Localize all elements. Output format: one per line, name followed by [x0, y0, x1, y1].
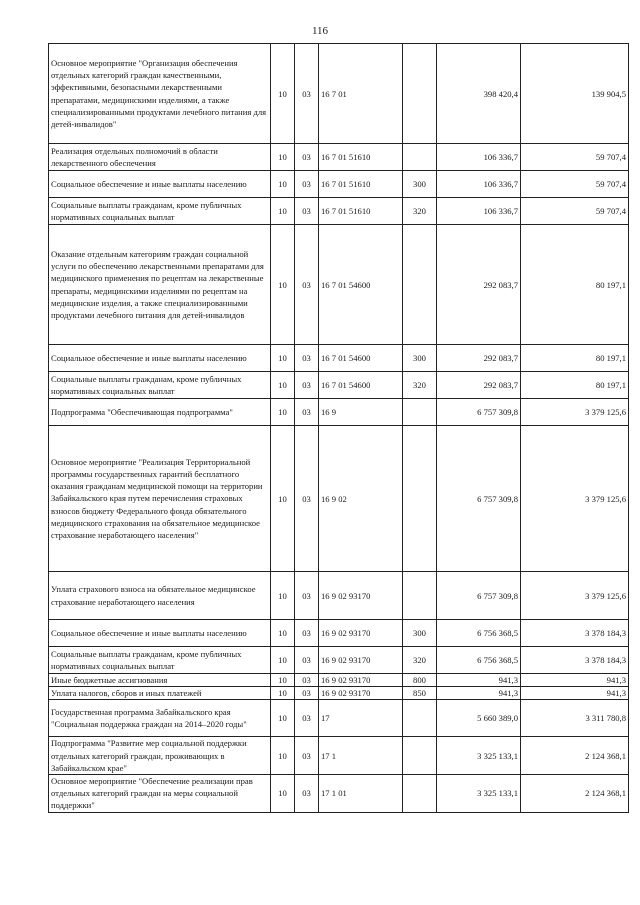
- amount-actual-cell: 3 379 125,6: [521, 426, 629, 572]
- section-code-cell: 10: [271, 737, 295, 775]
- target-article-cell: 16 9: [319, 399, 403, 426]
- subsection-code-cell: 03: [295, 44, 319, 144]
- amount-actual-cell: 2 124 368,1: [521, 737, 629, 775]
- subsection-code-cell: 03: [295, 700, 319, 737]
- section-code-cell: 10: [271, 775, 295, 813]
- target-article-cell: 17 1 01: [319, 775, 403, 813]
- page-number: 116: [311, 25, 329, 37]
- row-name-cell: Основное мероприятие "Реализация Территориальной программы государственных гарантий бесплатного оказания гражданам медицинской помощи на территории Забайкальского края путем перечисления страховых взносов бюджету Федерального фонда обязательного медицинского страхования на обязательное медицинское страхование неработающего населения": [49, 426, 271, 572]
- amount-plan-cell: 941,3: [437, 687, 521, 700]
- section-code-cell: 10: [271, 572, 295, 620]
- subsection-code-cell: 03: [295, 171, 319, 198]
- target-article-cell: 17 1: [319, 737, 403, 775]
- expense-type-cell: [403, 737, 437, 775]
- subsection-code-cell: 03: [295, 737, 319, 775]
- target-article-cell: 16 7 01 51610: [319, 171, 403, 198]
- target-article-cell: 16 7 01 54600: [319, 225, 403, 345]
- subsection-code-cell: 03: [295, 144, 319, 171]
- expense-type-cell: [403, 572, 437, 620]
- expense-type-cell: [403, 399, 437, 426]
- amount-actual-cell: 59 707,4: [521, 198, 629, 225]
- amount-plan-cell: 106 336,7: [437, 198, 521, 225]
- target-article-cell: 16 7 01 51610: [319, 144, 403, 171]
- expense-type-cell: 320: [403, 372, 437, 399]
- amount-actual-cell: 80 197,1: [521, 345, 629, 372]
- table-row: [49, 426, 629, 572]
- target-article-cell: 16 9 02 93170: [319, 687, 403, 700]
- expense-type-cell: [403, 426, 437, 572]
- row-name-cell: Уплата налогов, сборов и иных платежей: [49, 687, 271, 700]
- row-name-cell: Подпрограмма "Развитие мер социальной поддержки отдельных категорий граждан, проживающих в Забайкальском крае": [49, 737, 271, 775]
- target-article-cell: 16 7 01 51610: [319, 198, 403, 225]
- target-article-cell: 16 9 02: [319, 426, 403, 572]
- expense-type-cell: 320: [403, 198, 437, 225]
- amount-plan-cell: 6 757 309,8: [437, 572, 521, 620]
- expense-type-cell: 300: [403, 620, 437, 647]
- section-code-cell: 10: [271, 426, 295, 572]
- target-article-cell: 16 7 01 54600: [319, 372, 403, 399]
- subsection-code-cell: 03: [295, 345, 319, 372]
- table-row: [49, 225, 629, 345]
- row-name-cell: Иные бюджетные ассигнования: [49, 674, 271, 687]
- expense-type-cell: 320: [403, 647, 437, 674]
- amount-plan-cell: 3 325 133,1: [437, 775, 521, 813]
- subsection-code-cell: 03: [295, 225, 319, 345]
- amount-actual-cell: 941,3: [521, 674, 629, 687]
- amount-actual-cell: 80 197,1: [521, 225, 629, 345]
- amount-actual-cell: 80 197,1: [521, 372, 629, 399]
- table-row: [49, 171, 629, 198]
- amount-plan-cell: 106 336,7: [437, 171, 521, 198]
- amount-plan-cell: 3 325 133,1: [437, 737, 521, 775]
- subsection-code-cell: 03: [295, 198, 319, 225]
- section-code-cell: 10: [271, 620, 295, 647]
- row-name-cell: Социальное обеспечение и иные выплаты населению: [49, 345, 271, 372]
- subsection-code-cell: 03: [295, 426, 319, 572]
- target-article-cell: 17: [319, 700, 403, 737]
- target-article-cell: 16 9 02 93170: [319, 674, 403, 687]
- expense-type-cell: [403, 775, 437, 813]
- section-code-cell: 10: [271, 674, 295, 687]
- table-row: [49, 44, 629, 144]
- row-name-cell: Социальные выплаты гражданам, кроме публичных нормативных социальных выплат: [49, 647, 271, 674]
- table-row: [49, 674, 629, 687]
- table-row: [49, 198, 629, 225]
- amount-plan-cell: 6 756 368,5: [437, 620, 521, 647]
- row-name-cell: Уплата страхового взноса на обязательное медицинское страхование неработающего населения: [49, 572, 271, 620]
- amount-actual-cell: 59 707,4: [521, 171, 629, 198]
- amount-plan-cell: 6 757 309,8: [437, 426, 521, 572]
- amount-actual-cell: 139 904,5: [521, 44, 629, 144]
- section-code-cell: 10: [271, 44, 295, 144]
- row-name-cell: Подпрограмма "Обеспечивающая подпрограмма": [49, 399, 271, 426]
- subsection-code-cell: 03: [295, 647, 319, 674]
- expense-type-cell: [403, 225, 437, 345]
- amount-plan-cell: 398 420,4: [437, 44, 521, 144]
- table-body: [49, 44, 629, 813]
- subsection-code-cell: 03: [295, 572, 319, 620]
- subsection-code-cell: 03: [295, 775, 319, 813]
- target-article-cell: 16 9 02 93170: [319, 572, 403, 620]
- amount-plan-cell: 292 083,7: [437, 225, 521, 345]
- amount-actual-cell: 2 124 368,1: [521, 775, 629, 813]
- table-row: [49, 399, 629, 426]
- table-row: [49, 572, 629, 620]
- row-name-cell: Реализация отдельных полномочий в области лекарственного обеспечения: [49, 144, 271, 171]
- expense-type-cell: 300: [403, 171, 437, 198]
- section-code-cell: 10: [271, 198, 295, 225]
- budget-table: [48, 43, 629, 813]
- expense-type-cell: 300: [403, 345, 437, 372]
- amount-plan-cell: 106 336,7: [437, 144, 521, 171]
- table-row: [49, 620, 629, 647]
- table-row: [49, 345, 629, 372]
- subsection-code-cell: 03: [295, 399, 319, 426]
- expense-type-cell: [403, 44, 437, 144]
- target-article-cell: 16 9 02 93170: [319, 620, 403, 647]
- amount-actual-cell: 941,3: [521, 687, 629, 700]
- section-code-cell: 10: [271, 399, 295, 426]
- table-row: [49, 687, 629, 700]
- section-code-cell: 10: [271, 225, 295, 345]
- expense-type-cell: [403, 144, 437, 171]
- expense-type-cell: [403, 700, 437, 737]
- row-name-cell: Оказание отдельным категориям граждан социальной услуги по обеспечению лекарственными препаратами для медицинского применения по рецептам на лекарственные препараты, медицинскими изделиями по рецептам на медицинские изделия, а также специализированными продуктами лечебного питания для детей-инвалидов: [49, 225, 271, 345]
- section-code-cell: 10: [271, 171, 295, 198]
- amount-actual-cell: 3 311 780,8: [521, 700, 629, 737]
- table-row: [49, 775, 629, 813]
- table-row: [49, 144, 629, 171]
- table-row: [49, 737, 629, 775]
- amount-plan-cell: 6 757 309,8: [437, 399, 521, 426]
- target-article-cell: 16 9 02 93170: [319, 647, 403, 674]
- section-code-cell: 10: [271, 647, 295, 674]
- amount-plan-cell: 941,3: [437, 674, 521, 687]
- amount-actual-cell: 3 379 125,6: [521, 399, 629, 426]
- row-name-cell: Социальное обеспечение и иные выплаты населению: [49, 171, 271, 198]
- amount-plan-cell: 292 083,7: [437, 372, 521, 399]
- amount-actual-cell: 59 707,4: [521, 144, 629, 171]
- section-code-cell: 10: [271, 144, 295, 171]
- subsection-code-cell: 03: [295, 674, 319, 687]
- table-row: [49, 700, 629, 737]
- row-name-cell: Основное мероприятие "Обеспечение реализации прав отдельных категорий граждан на меры социальной поддержки": [49, 775, 271, 813]
- table-row: [49, 372, 629, 399]
- target-article-cell: 16 7 01 54600: [319, 345, 403, 372]
- amount-plan-cell: 6 756 368,5: [437, 647, 521, 674]
- row-name-cell: Основное мероприятие "Организация обеспечения отдельных категорий граждан качественными, эффективными, безопасными лекарственными препаратами, медицинскими изделиями, а также специализированными продуктами лечебного питания для детей-инвалидов": [49, 44, 271, 144]
- row-name-cell: Государственная программа Забайкальского края "Социальная поддержка граждан на 2014–2020 годы": [49, 700, 271, 737]
- amount-actual-cell: 3 379 125,6: [521, 572, 629, 620]
- subsection-code-cell: 03: [295, 620, 319, 647]
- section-code-cell: 10: [271, 345, 295, 372]
- subsection-code-cell: 03: [295, 687, 319, 700]
- expense-type-cell: 850: [403, 687, 437, 700]
- section-code-cell: 10: [271, 700, 295, 737]
- row-name-cell: Социальные выплаты гражданам, кроме публичных нормативных социальных выплат: [49, 198, 271, 225]
- amount-plan-cell: 5 660 389,0: [437, 700, 521, 737]
- subsection-code-cell: 03: [295, 372, 319, 399]
- amount-actual-cell: 3 378 184,3: [521, 647, 629, 674]
- row-name-cell: Социальные выплаты гражданам, кроме публичных нормативных социальных выплат: [49, 372, 271, 399]
- amount-plan-cell: 292 083,7: [437, 345, 521, 372]
- expense-type-cell: 800: [403, 674, 437, 687]
- table-row: [49, 647, 629, 674]
- target-article-cell: 16 7 01: [319, 44, 403, 144]
- section-code-cell: 10: [271, 372, 295, 399]
- row-name-cell: Социальное обеспечение и иные выплаты населению: [49, 620, 271, 647]
- amount-actual-cell: 3 378 184,3: [521, 620, 629, 647]
- section-code-cell: 10: [271, 687, 295, 700]
